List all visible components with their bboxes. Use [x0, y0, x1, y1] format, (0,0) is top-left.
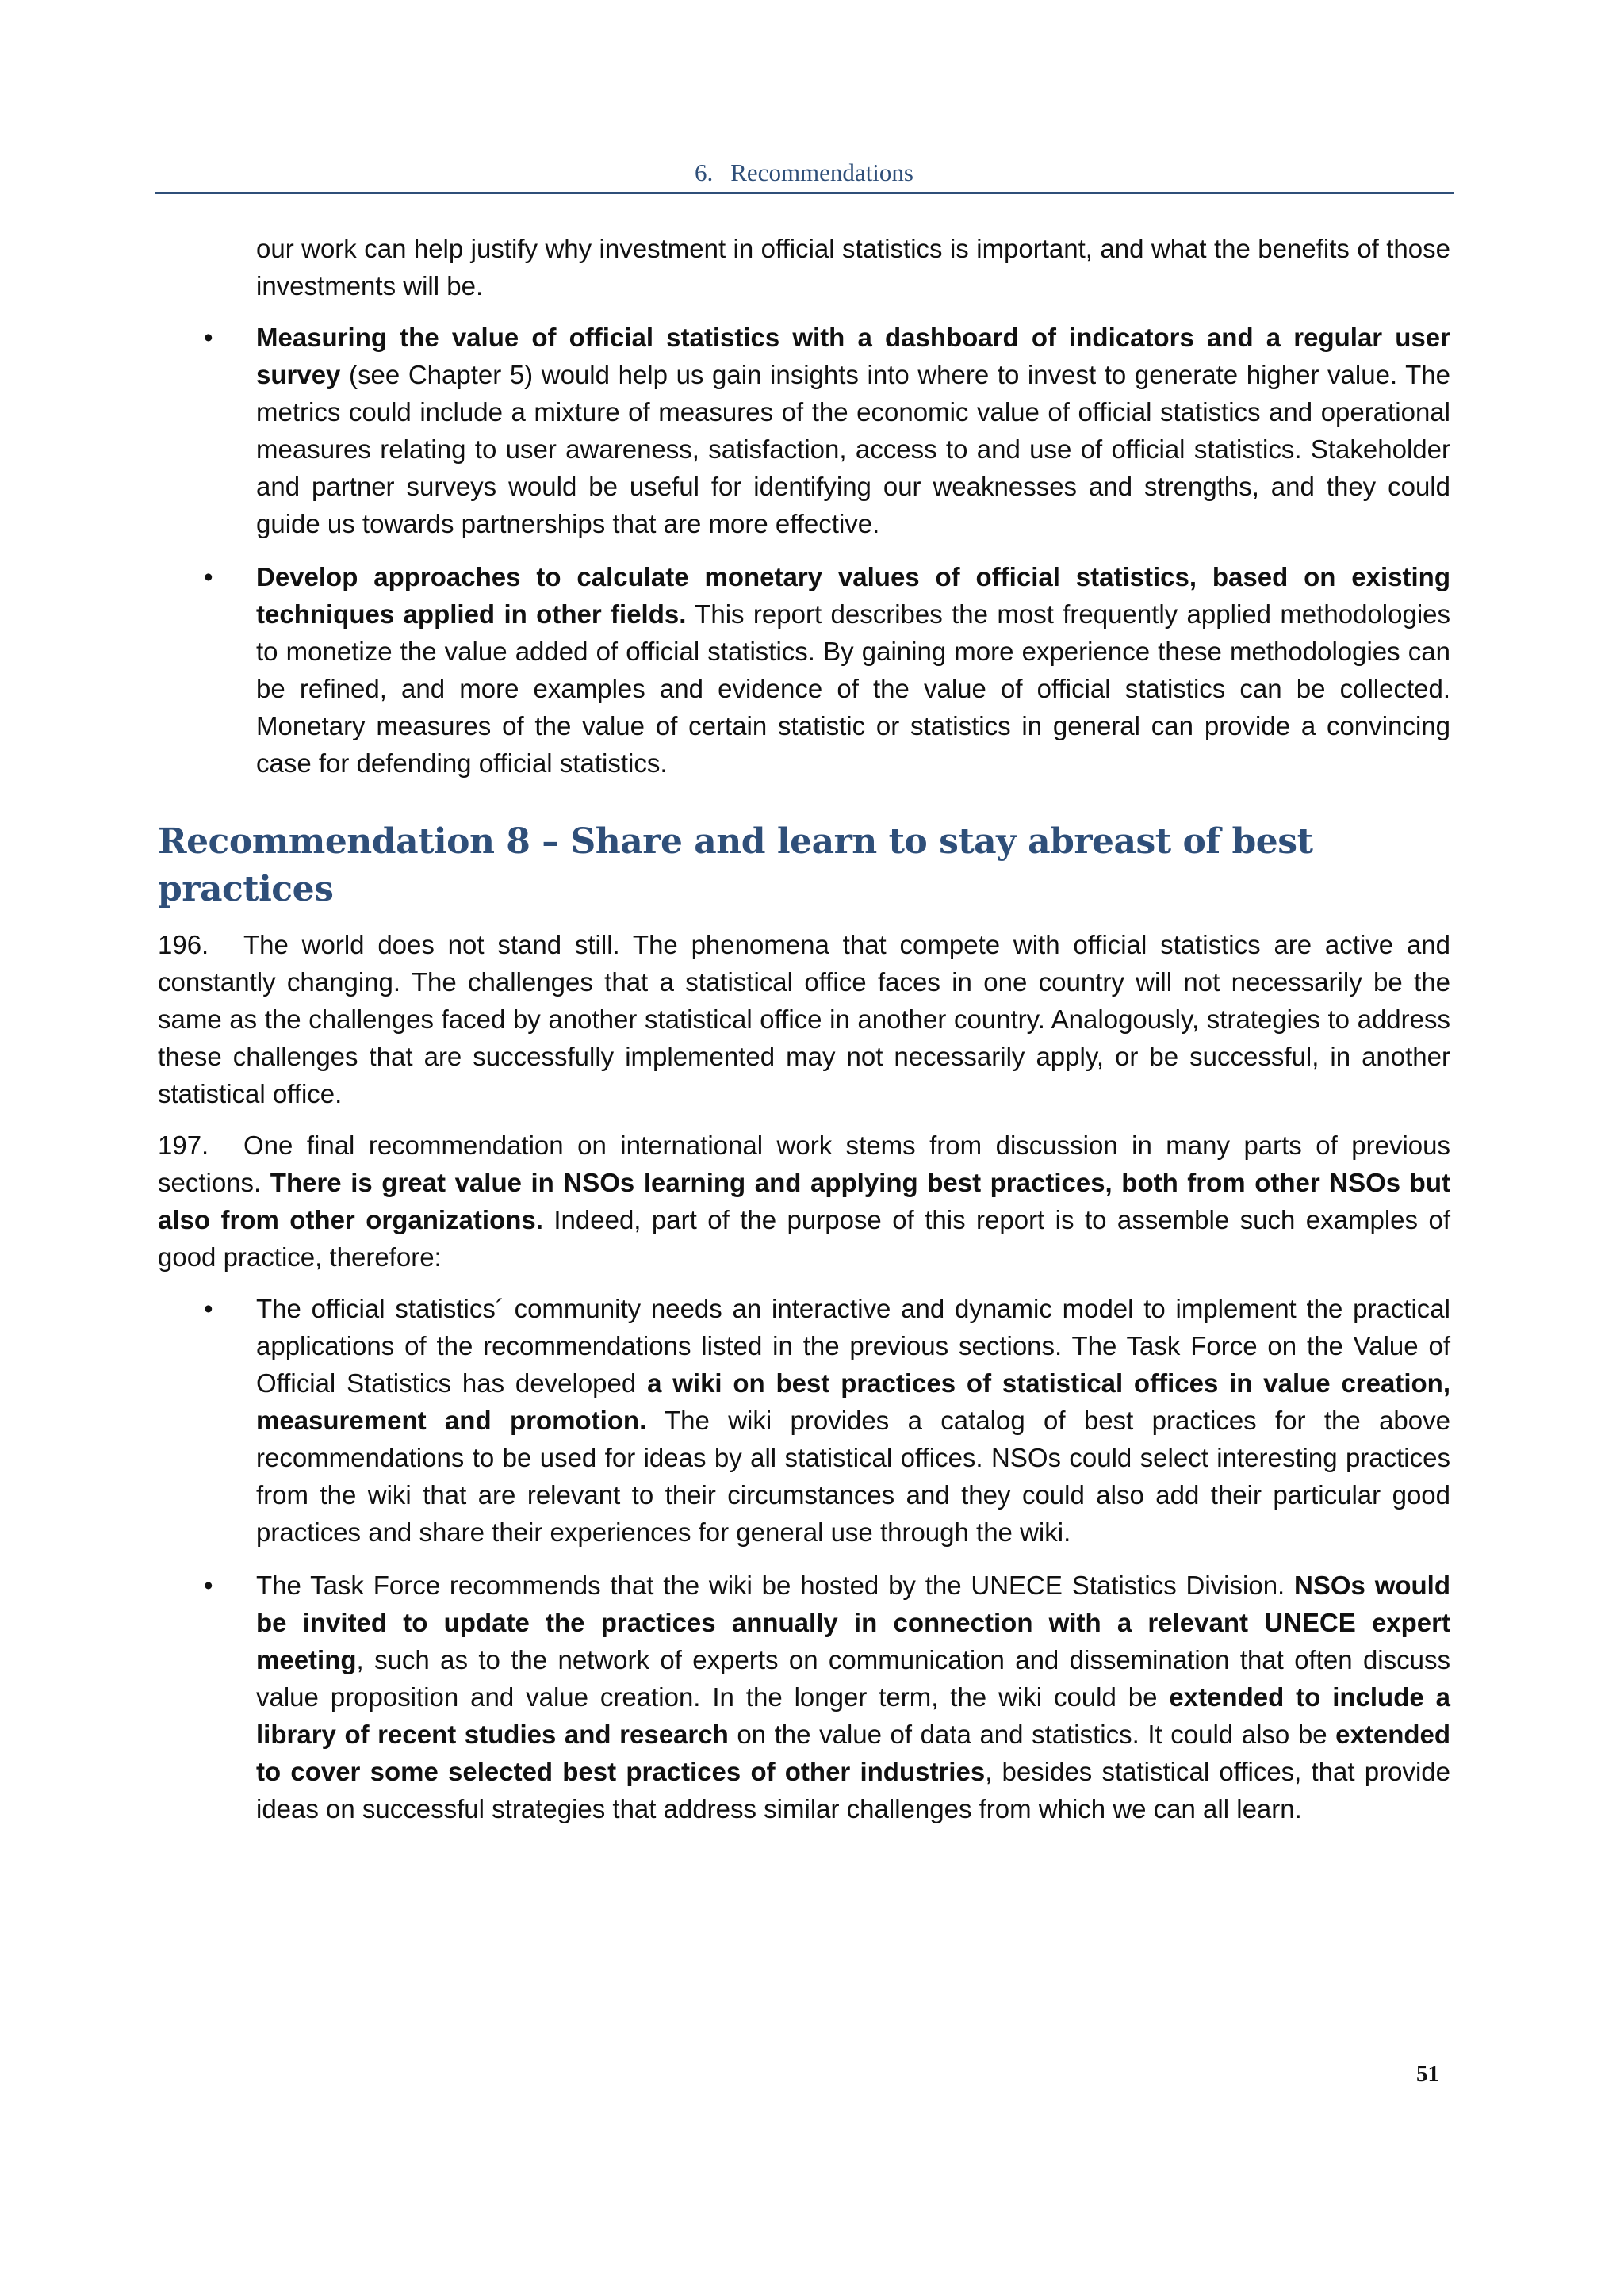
bullet-wiki [158, 1290, 1450, 1551]
bullet-bold: extended to cover some selected best practices of other industries [256, 1720, 1451, 1786]
bullet-icon: • [204, 1571, 213, 1600]
page-number: 51 [1416, 2061, 1439, 2087]
paragraph-text-end: Indeed, part of the purpose of this report is to assemble such examples of good practice, therefore: [158, 1205, 1450, 1272]
bullet-dashboard [158, 319, 1450, 542]
bullet-body: The Task Force recommends that the wiki be hosted by the UNECE Statistics Division. [256, 1571, 1295, 1600]
bullet-body: The official statistics´ community needs an interactive and dynamic model to implement the practical applications of the recommendations listed in the previous sections. The Task Force on the Value of Official Statistics has developed [256, 1294, 1450, 1398]
bullet-unece [158, 1567, 1450, 1827]
section-heading: Recommendation 8 – Share and learn to stay abreast of best practices [158, 821, 1313, 909]
bullet-icon: • [204, 1294, 213, 1323]
bullet-text [256, 1567, 1450, 1827]
bullet-icon: • [204, 562, 213, 591]
running-header [155, 155, 1454, 194]
paragraph-197 [158, 1127, 1450, 1276]
bullet-bold: NSOs would be invited to update the practices annually in connection with a relevant UNECE expert meeting [256, 1571, 1451, 1674]
paragraph-number: 197. [158, 1131, 209, 1160]
paragraph-bold: There is great value in NSOs learning and applying best practices, both from other NSOs but also from other organizations. [158, 1168, 1450, 1234]
paragraph-text: The world does not stand still. The phenomena that compete with official statistics are active and constantly changing. The challenges that a statistical office faces in one country will not necessarily be the same as the challenges faced by another statistical office in another country. Analogously, strategies to address these challenges that are successfully implemented may not necessarily apply, or be successful, in another statistical office. [158, 930, 1450, 1108]
page-body [158, 230, 1450, 1843]
bullet-body: , such as to the network of experts on communication and dissemination that often discuss value proposition and value creation. In the longer term, the wiki could be [256, 1645, 1450, 1712]
continued-paragraph: our work can help justify why investment in official statistics is important, and what the benefits of those investments will be. [256, 234, 1450, 300]
bullet-text [256, 558, 1450, 782]
paragraph-number: 196. [158, 930, 209, 959]
bullet-text [256, 319, 1450, 542]
bullet-bold: Develop approaches to calculate monetary values of official statistics, based on existing techniques applied in other fields. [256, 562, 1450, 629]
paragraph-196 [158, 926, 1450, 1112]
chapter-number: 6. [695, 159, 714, 186]
bullet-body: This report describes the most frequently applied methodologies to monetize the value added of official statistics. By gaining more experience these methodologies can be refined, and more examples and evidence of the value of official statistics can be collected. Monetary measures of the value of certain statistic or statistics in general can provide a convincing case for defending official statistics. [256, 599, 1451, 778]
bullet-body: (see Chapter 5) would help us gain insights into where to invest to generate higher value. The metrics could include a mixture of measures of the economic value of official statistics and operational measures relating to user awareness, satisfaction, access to and use of official statistics. Stakeholder and partner surveys would be useful for identifying our weaknesses and strengths, and they could guide us towards partnerships that are more effective. [256, 360, 1450, 538]
chapter-title: Recommendations [730, 159, 914, 186]
bullet-monetary [158, 558, 1450, 782]
bullet-text [256, 1290, 1450, 1551]
bullet-bold: a wiki on best practices of statistical offices in value creation, measurement and promotion. [256, 1368, 1450, 1435]
bullet-bold: extended to include a library of recent studies and research [256, 1682, 1450, 1749]
paragraph-text: One final recommendation on international work stems from discussion in many parts of previous sections. [158, 1131, 1450, 1197]
bullet-bold: Measuring the value of official statistics with a dashboard of indicators and a regular user survey [256, 323, 1450, 389]
bullet-body: on the value of data and statistics. It could also be [728, 1720, 1336, 1749]
bullet-body-end: , besides statistical offices, that provide ideas on successful strategies that address similar challenges from which we can all learn. [256, 1757, 1451, 1823]
bullet-icon: • [204, 323, 213, 352]
bullet-body-end: The wiki provides a catalog of best practices for the above recommendations to be used for ideas by all statistical offices. NSOs could select interesting practices from the wiki that are relevant to their circumstances and they could also add their particular good practices and share their experiences for general use through the wiki. [256, 1406, 1450, 1547]
